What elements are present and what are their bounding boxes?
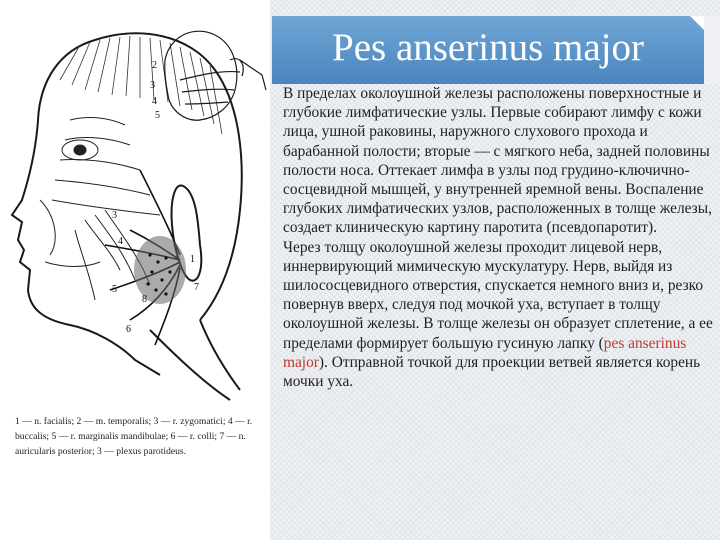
paragraph-1: В пределах околоушной железы расположены поверхностные и глубокие лимфатические узлы. Первые собирают лимфу с кожи лица, ушной раковины, наружного слухового прохода и барабанной полости; вторые — с мягкого неба, задней половины полости носа. Оттекает лимфа в узлы под грудино-ключично-сосцевидной мышцей, у внутренней яремной вены. Воспаление глубоких лимфатических узлов, расположенных в толще железы, создает клиническую картину паротита (псевдопаротит). — [283, 85, 712, 237]
label-4: 4 — [118, 236, 123, 247]
figure-panel — [0, 0, 270, 540]
paragraph-2-end: ). Отправной точкой для проекции ветвей является корень мочки уха. — [283, 353, 701, 391]
body-text — [283, 84, 713, 391]
inset-label-4: 4 — [152, 96, 157, 107]
figure-caption: 1 — n. facialis; 2 — m. temporalis; 3 — r. zygomatici; 4 — r. buccalis; 5 — r. marginalis mandibulae; 6 — r. colli; 7 — n. auricularis posterior; 3 — plexus parotideus. — [15, 416, 253, 457]
label-5: 5 — [112, 284, 117, 295]
paragraph-2-start: Через толщу околоушной железы проходит лицевой нерв, иннервирующий мимическую мускулатуру. Нерв, выйдя из шилососцевидного отверстия, спускается немного вниз и, резко повернув вверх, следуя под мочкой уха, вступает в толщу околоушной железы. В толще железы он образует сплетение, а ее пределами формирует большую гусиную лапку ( — [283, 238, 713, 352]
inset-label-2: 2 — [152, 60, 157, 71]
label-1: 1 — [190, 254, 195, 265]
slide-title: Pes anserinus major — [332, 26, 644, 69]
facial-nerve-illustration — [0, 0, 270, 410]
inset-label-5: 5 — [155, 110, 160, 121]
label-7: 7 — [194, 282, 199, 293]
pes-anserinus-highlight: pes anserinus major — [283, 334, 687, 371]
label-6: 6 — [126, 324, 131, 335]
neck-outline — [150, 320, 240, 400]
inset-label-3: 3 — [150, 80, 155, 91]
label-3: 3 — [112, 210, 117, 221]
paragraph-2 — [283, 238, 713, 392]
label-8: 8 — [142, 294, 147, 305]
